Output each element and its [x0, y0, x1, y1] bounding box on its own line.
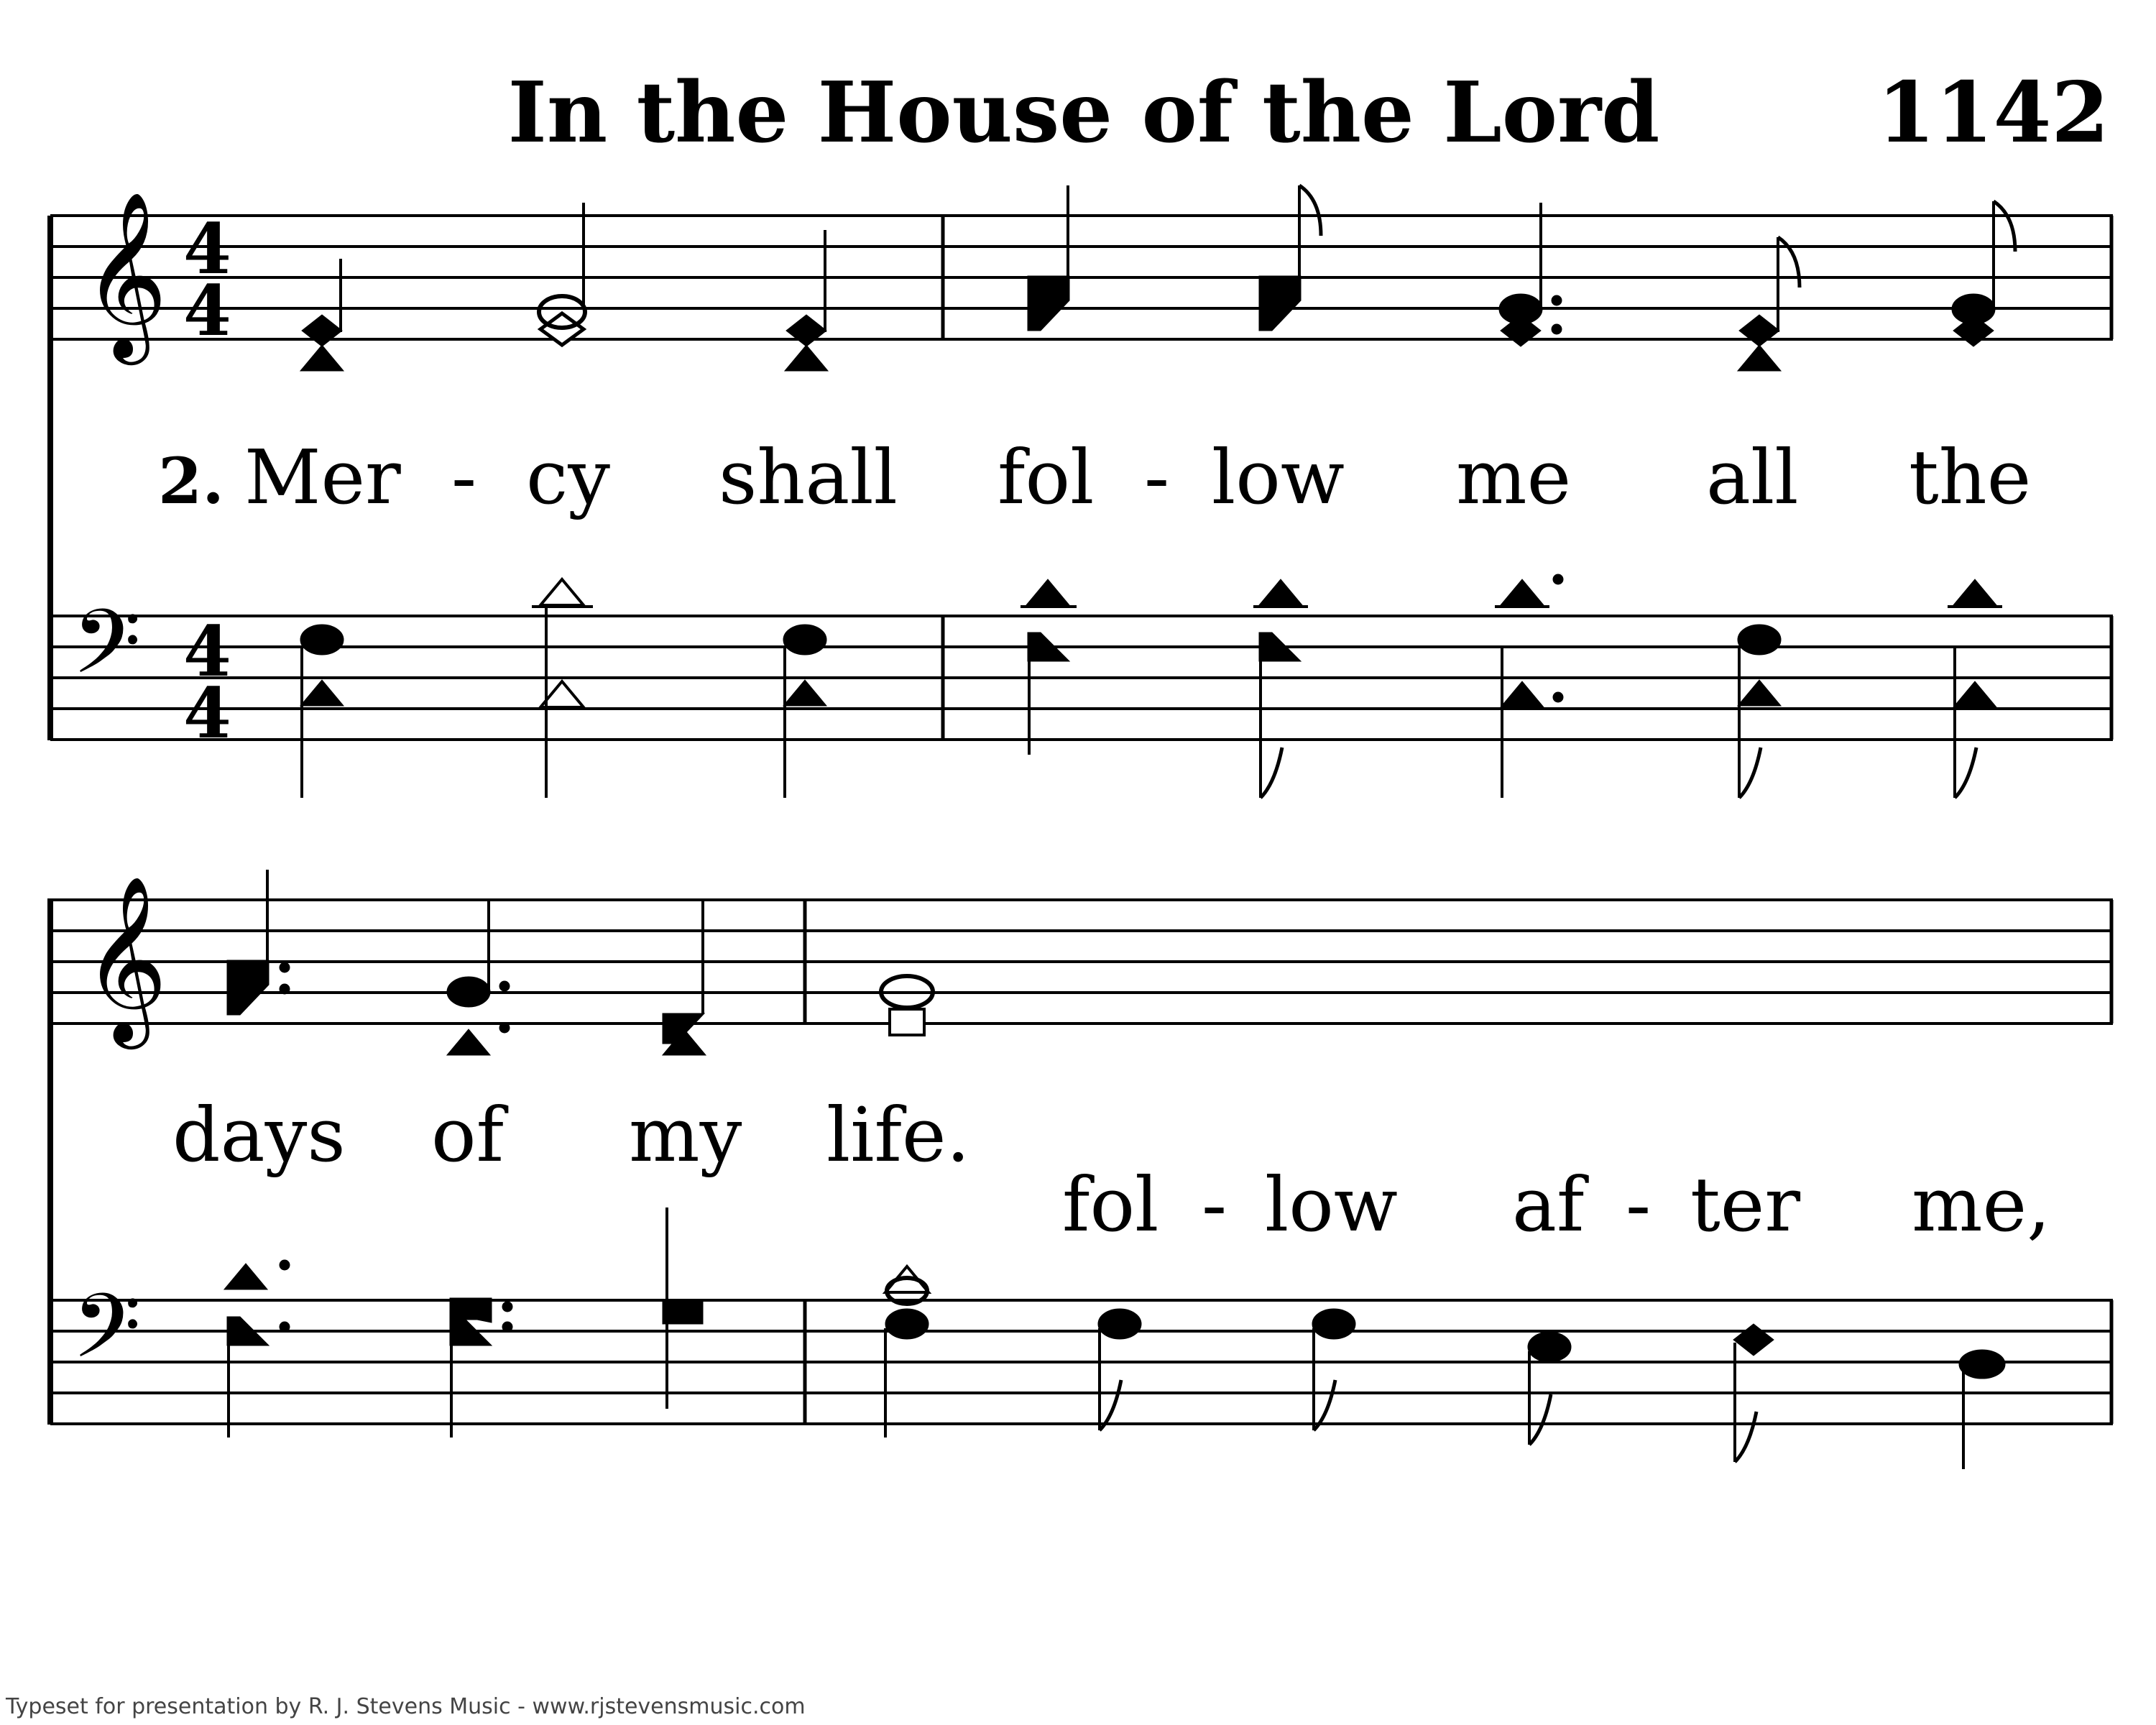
verse-number: 2.: [158, 443, 224, 518]
bass-clef-icon: 𝄢: [72, 1275, 142, 1400]
lyric-syllable: cy: [526, 433, 610, 521]
hymn-number: 1142: [1877, 64, 2109, 162]
time-sig-denominator: 4: [183, 270, 231, 351]
lyric-syllable: my: [629, 1091, 742, 1179]
system-1: [47, 185, 2113, 798]
system-bracket: [47, 898, 53, 1425]
system-bracket: [47, 216, 53, 740]
lyric-syllable: me,: [1912, 1161, 2051, 1248]
bass-staff-1: [50, 616, 2113, 740]
lyric-syllable: low: [1265, 1161, 1398, 1248]
lyric-syllable: Mer: [244, 433, 401, 521]
bass-clef-icon: 𝄢: [72, 591, 142, 716]
bass-notes-1: [300, 574, 2002, 798]
lyric-syllable: shall: [719, 433, 898, 521]
bass-staff-2: [50, 1300, 2113, 1424]
footer-credit: Typeset for presentation by R. J. Stevens Music - www.rjstevensmusic.com: [6, 1694, 806, 1719]
lyric-syllable: fol: [1062, 1161, 1159, 1248]
lyric-syllable: af: [1512, 1161, 1585, 1248]
treble-clef-icon: 𝄞: [83, 190, 168, 358]
lyric-hyphen: -: [1626, 1161, 1651, 1248]
lyric-syllable: days: [172, 1091, 346, 1179]
lyric-syllable: the: [1909, 433, 2032, 521]
note-head: [302, 315, 342, 346]
lyric-syllable: of: [431, 1091, 505, 1179]
time-sig-numerator: 4: [183, 208, 231, 290]
lyric-syllable: all: [1706, 433, 1799, 521]
time-sig-denominator: 4: [183, 673, 231, 754]
lyric-syllable: fol: [998, 433, 1095, 521]
treble-clef-icon: 𝄞: [83, 875, 168, 1042]
lyric-hyphen: -: [1144, 433, 1170, 521]
lyric-syllable: life.: [826, 1091, 970, 1179]
lyric-syllable: low: [1212, 433, 1345, 521]
lyric-hyphen: -: [451, 433, 477, 521]
lyric-syllable: ter: [1690, 1161, 1801, 1248]
treble-staff-1: [50, 216, 2113, 339]
system-2: [47, 870, 2113, 1469]
note-head: [300, 345, 344, 371]
lyric-hyphen: -: [1202, 1161, 1227, 1248]
hymn-title: In the House of the Lord: [507, 64, 1660, 162]
lyric-syllable: me: [1456, 433, 1572, 521]
treble-staff-2: [50, 900, 2113, 1024]
time-sig-numerator: 4: [183, 611, 231, 692]
